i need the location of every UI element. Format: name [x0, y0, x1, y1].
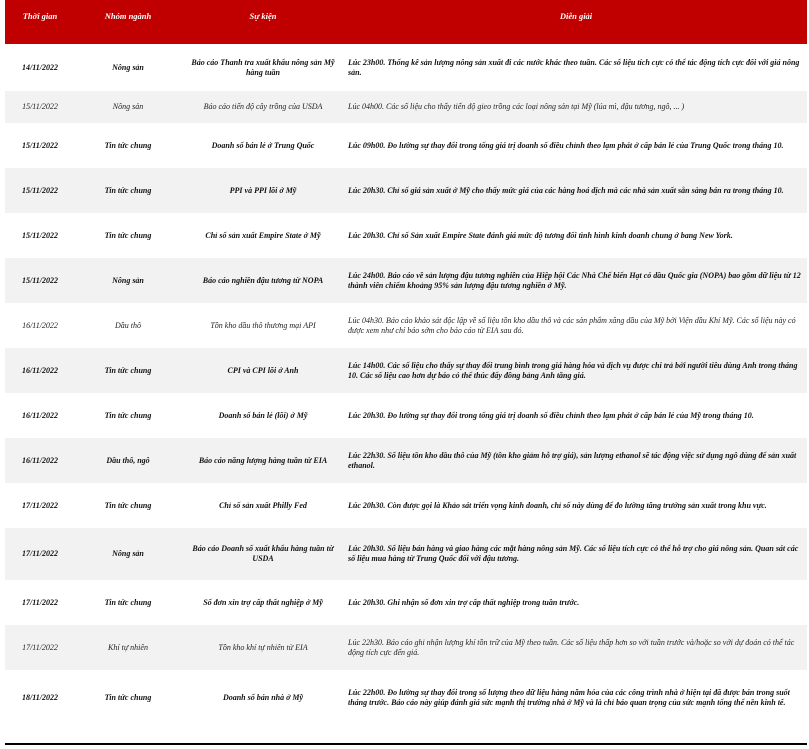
table-row	[5, 393, 807, 438]
row-date: 18/11/2022	[21, 693, 58, 702]
row-description: Lúc 14h00. Các số liệu cho thấy sự thay đổi trung bình trong giá hàng hóa và dịch vụ được chi trả bởi người tiêu dùng Anh trong tháng 10. Các số liệu cao hơn dự báo có thể thúc đẩy đồng bảng Anh tăng giá.	[348, 360, 798, 380]
row-description: Lúc 09h00. Đo lường sự thay đổi trong tổng giá trị doanh số điều chỉnh theo lạm phát ở cấp bán lẻ của Trung Quốc trong tháng 10.	[348, 140, 784, 150]
table-bottom-border	[5, 743, 807, 745]
row-group: Tin tức chung	[104, 597, 152, 607]
row-date: 17/11/2022	[21, 597, 58, 607]
row-group: Tin tức chung	[104, 230, 152, 240]
row-event: Chỉ số sản xuất Empire State ở Mỹ	[205, 230, 321, 240]
header-time: Thời gian	[22, 11, 58, 21]
header-event: Sự kiện	[249, 11, 277, 21]
table-row	[5, 44, 807, 91]
events-calendar	[5, 0, 807, 743]
row-date: 15/11/2022	[21, 275, 58, 285]
row-date: 15/11/2022	[21, 185, 58, 195]
header-group: Nhóm ngành	[104, 11, 152, 21]
row-date: 16/11/2022	[21, 455, 58, 465]
row-description: Lúc 20h30. Ghi nhận số đơn xin trợ cấp thất nghiệp trong tuần trước.	[348, 597, 580, 607]
row-group: Tin tức chung	[104, 500, 152, 510]
row-event: Doanh số bán lẻ ở Trung Quốc	[211, 140, 315, 150]
row-group: Tin tức chung	[104, 410, 152, 420]
table-row	[5, 258, 807, 303]
table-row	[5, 303, 807, 348]
row-event: Chỉ số sản xuất Philly Fed	[219, 500, 307, 510]
row-group: Dầu thô	[115, 320, 141, 330]
row-event: Báo cáo năng lượng hàng tuần từ EIA	[198, 455, 328, 465]
row-event: Báo cáo nghiền đậu tương từ NOPA	[202, 275, 324, 285]
row-group: Nông sản	[112, 275, 144, 285]
row-event: PPI và PPI lõi ở Mỹ	[229, 185, 297, 195]
table-row	[5, 168, 807, 213]
row-group: Tin tức chung	[104, 140, 152, 150]
row-date: 16/11/2022	[22, 320, 58, 330]
table-row	[5, 348, 807, 393]
row-group: Nông sản	[112, 102, 144, 111]
row-event: Báo cáo Doanh số xuất khẩu hàng tuần từ USDA	[192, 544, 334, 563]
row-event: Số đơn xin trợ cấp thất nghiệp ở Mỹ	[203, 597, 323, 607]
table-row	[5, 91, 807, 123]
row-group: Dầu thô, ngô	[106, 455, 150, 465]
row-description: Lúc 20h30. Chỉ số giá sản xuất ở Mỹ cho thấy mức giá của các hàng hoá dịch mà các nhà sản xuất sẵn sàng bán ra trong tháng 10.	[348, 185, 784, 195]
row-group: Khí tự nhiên	[108, 642, 148, 652]
row-date: 15/11/2022	[22, 102, 58, 111]
row-description: Lúc 04h00. Các số liệu cho thấy tiến độ gieo trồng các loại nông sản tại Mỹ (lúa mì, đậu tương, ngô, ... )	[348, 102, 685, 111]
row-description: Lúc 22h00. Đo lường sự thay đổi trong số lượng theo dữ liệu hàng năm hóa của các công trình nhà ở hiện tại đã được bán trong suốt tháng trước. Báo cáo này giúp đánh giá sức mạnh thị trường nhà ở Mỹ và là chỉ báo quan trọng của sức mạnh tổng thể nền kinh tế.	[348, 688, 790, 707]
row-event: Doanh số bán lẻ (lõi) ở Mỹ	[218, 410, 308, 420]
row-event: Doanh số bán nhà ở Mỹ	[222, 693, 304, 702]
row-group: Tin tức chung	[104, 365, 152, 375]
table-row	[5, 123, 807, 168]
table-row	[5, 625, 807, 670]
row-description: Lúc 24h00. Báo cáo về sản lượng đậu tương nghiền của Hiệp hội Các Nhà Chế biến Hạt có dầu Quốc gia (NOPA) bao gồm dữ liệu từ 12 thành viên chiếm khoảng 95% sản lượng đậu tương nghiền ở Mỹ.	[348, 270, 801, 290]
row-description: Lúc 20h30. Còn được gọi là Khảo sát triển vọng kinh doanh, chỉ số này dùng để đo lường tăng trưởng sản xuất trong khu vực.	[348, 500, 767, 510]
row-group: Tin tức chung	[104, 185, 152, 195]
row-date: 15/11/2022	[21, 230, 58, 240]
row-description: Lúc 20h30. Số liệu bán hàng và giao hàng các mặt hàng nông sản Mỹ. Các số liệu tích cực có thể hỗ trợ cho giá nông sản. Quan sát các số liệu mua hàng từ Trung Quốc đối với đậu tương.	[348, 544, 799, 563]
header-description: Diễn giải	[559, 11, 593, 21]
row-description: Lúc 20h30. Chỉ số Sản xuất Empire State đánh giá mức độ tương đối tình hình kinh doanh chung ở bang New York.	[348, 230, 733, 240]
row-description: Lúc 22h30. Số liệu tồn kho dầu thô của Mỹ (tồn kho giảm hỗ trợ giá), sản lượng ethanol sẽ tác động việc sử dụng ngô dùng để sản xuất ethanol.	[348, 450, 797, 470]
table-row	[5, 580, 807, 625]
table-row	[5, 670, 807, 726]
table-row	[5, 213, 807, 258]
table-row	[5, 483, 807, 528]
row-date: 14/11/2022	[21, 62, 58, 72]
row-date: 17/11/2022	[21, 549, 58, 558]
row-event: Tồn kho khí tự nhiên từ EIA	[218, 642, 308, 652]
row-date: 16/11/2022	[21, 410, 58, 420]
row-description: Lúc 04h30. Báo cáo khảo sát độc lập về số liệu tồn kho dầu thô và các sản phẩm xăng dầu của Mỹ bởi Viện dầu Khí Mỹ. Các số liệu này có được xem như chỉ báo sớm cho báo cáo từ EIA sau đó.	[348, 315, 796, 335]
row-event: Báo cáo tiến độ cây trồng của USDA	[203, 102, 323, 111]
row-date: 16/11/2022	[21, 365, 58, 375]
table-header	[5, 0, 807, 44]
table-row	[5, 528, 807, 580]
row-group: Nông sản	[112, 549, 144, 558]
row-description: Lúc 22h30. Báo cáo ghi nhận lượng khí tồn trữ của Mỹ theo tuần. Các số liệu thấp hơn so với tuần trước và/hoặc so với dự đoán có thể tác động tích cực đến giá.	[348, 637, 795, 657]
row-date: 17/11/2022	[22, 642, 58, 652]
row-date: 15/11/2022	[21, 140, 58, 150]
row-group: Tin tức chung	[104, 693, 152, 702]
row-date: 17/11/2022	[21, 500, 58, 510]
table-row	[5, 438, 807, 483]
row-event: CPI và CPI lõi ở Anh	[227, 365, 299, 375]
row-description: Lúc 20h30. Đo lường sự thay đổi trong tổng giá trị doanh số điều chỉnh theo lạm phát ở cấp bán lẻ của Mỹ trong tháng 10.	[348, 410, 754, 420]
events-table	[5, 0, 807, 726]
row-event: Tồn kho dầu thô thương mại API	[210, 320, 316, 330]
row-group: Nông sản	[112, 62, 144, 72]
row-event: Báo cáo Thanh tra xuất khẩu nông sản Mỹ hàng tuần	[191, 57, 335, 77]
row-description: Lúc 23h00. Thống kê sản lượng nông sản xuất đi các nước khác theo tuần. Các số liệu tích cực có thể tác động tích cực đối với giá nông sản.	[348, 57, 800, 77]
